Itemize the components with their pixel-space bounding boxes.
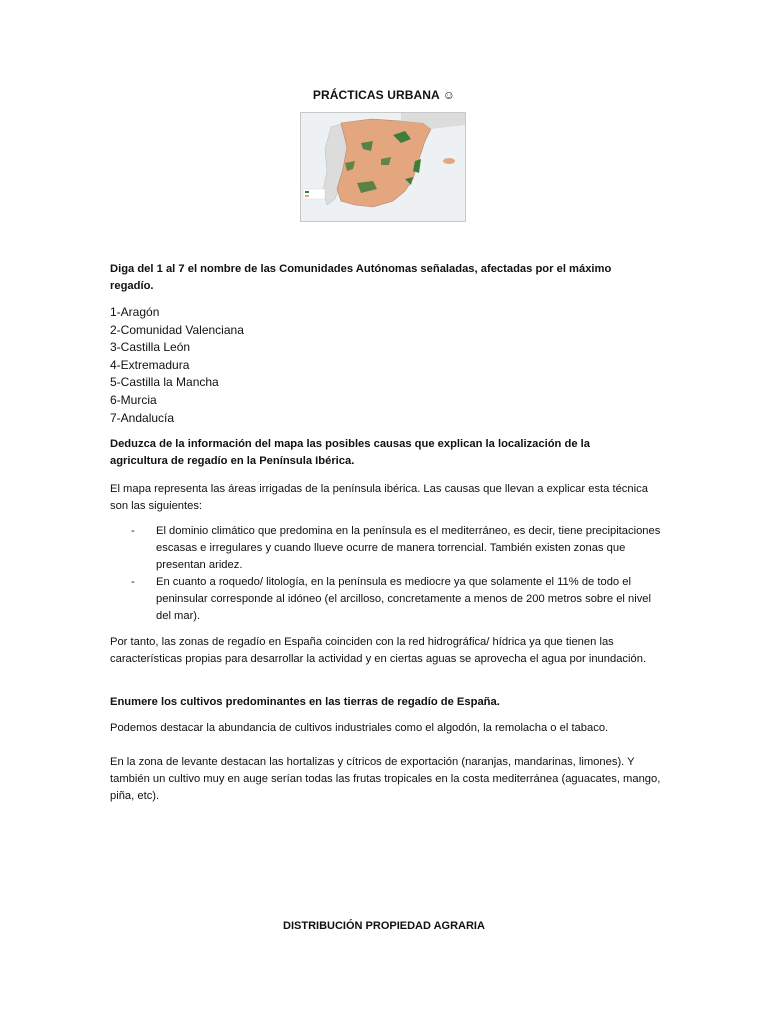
paragraph-crops-industrial: Podemos destacar la abundancia de cultivos industriales como el algodón, la remolacha o el tabaco. [110,722,609,734]
list-item: 7-Andalucía [110,410,175,425]
bullet-text: En cuanto a roquedo/ litología, en la península es mediocre ya que solamente el 11% de todo el peninsular corresponde al idóneo (el arcilloso, concretamente a menos de 200 metros sobre el nivel del mar). [156,576,652,622]
spain-irrigation-map [300,112,466,222]
question-3: Enumere los cultivos predominantes en las tierras de regadío de España. [110,696,500,708]
paragraph-crops-levante: En la zona de levante destacan las hortalizas y cítricos de exportación (naranjas, mandarinas, limones). Y también un cultivo muy en auge serían todas las frutas tropicales en la costa mediterránea (aguacates, mango, piña, etc). [110,756,661,802]
question-2: Deduzca de la información del mapa las posibles causas que explican la localización de la agricultura de regadío en la Península Ibérica. [110,438,590,467]
list-item: 3-Castilla León [110,340,191,355]
list-item: 1-Aragón [110,305,160,319]
question-1: Diga del 1 al 7 el nombre de las Comunidades Autónomas señaladas, afectadas por el máximo regadío. [110,263,612,292]
list-item: 5-Castilla la Mancha [110,375,219,390]
paragraph-causes-intro: El mapa representa las áreas irrigadas de la península ibérica. Las causas que llevan a explicar esta técnica son las siguientes: [110,483,648,512]
bullet-text: El dominio climático que predomina en la península es el mediterráneo, es decir, tiene precipitaciones escasas e irregulares y cuando llueve ocurre de manera torrencial. También existen zonas que presentan aridez. [156,525,661,571]
page-title: PRÁCTICAS URBANA ☺ [312,88,456,102]
paragraph-conclusion: Por tanto, las zonas de regadío en España coinciden con la red hidrográfica/ hídrica ya que tienen las características propias para desarrollar la actividad y en ciertas aguas se aprovecha el agua por inundación. [110,636,647,665]
bullet-marker: - [131,525,135,537]
bullet-marker: - [131,576,135,588]
map-image [301,113,465,221]
list-item: 6-Murcia [110,392,157,407]
answer-list [110,304,244,427]
list-item: 4-Extremadura [110,357,190,372]
section-heading-next: DISTRIBUCIÓN PROPIEDAD AGRARIA [283,920,485,932]
list-item: 2-Comunidad Valenciana [110,322,244,337]
